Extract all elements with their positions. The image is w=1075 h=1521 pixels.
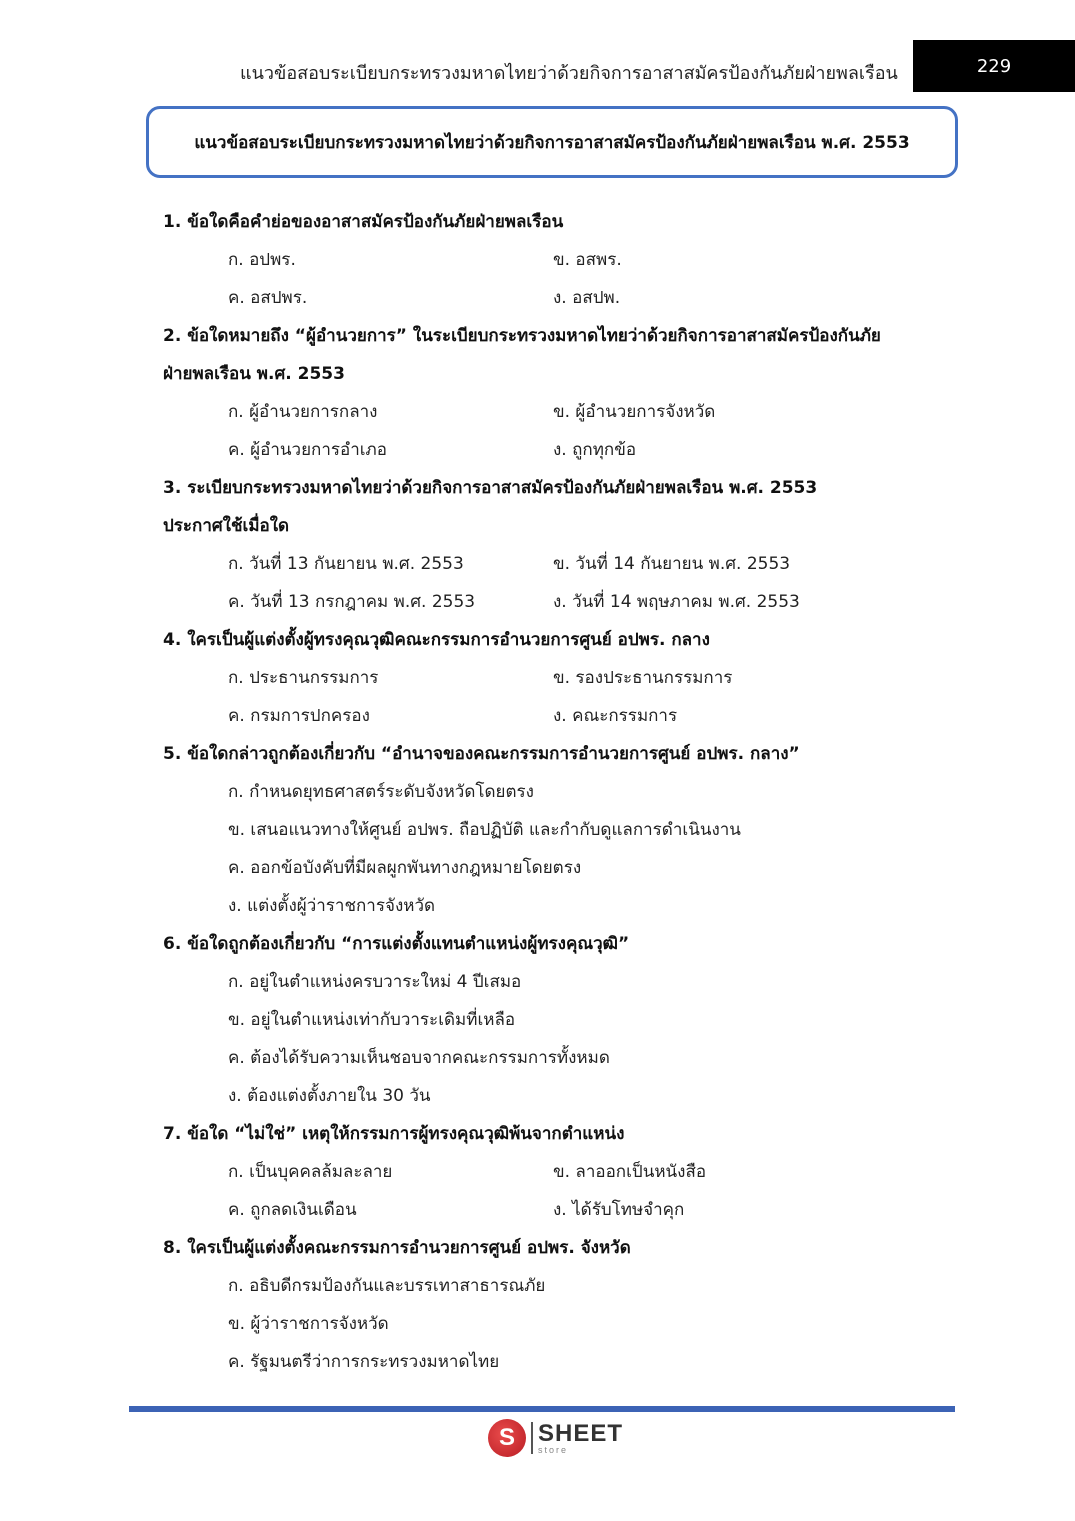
option-d: ง. ได้รับโทษจำคุก <box>553 1200 685 1220</box>
question-4 <box>163 621 963 735</box>
question-8 <box>163 1229 963 1381</box>
question-5 <box>163 735 963 925</box>
option-b: ข. เสนอแนวทางให้ศูนย์ อปพร. ถือปฏิบัติ และกำกับดูแลการดำเนินงาน <box>228 820 741 840</box>
option-row <box>163 697 963 735</box>
sheet-store-logo <box>488 1418 623 1458</box>
option-a: ก. กำหนดยุทธศาสตร์ระดับจังหวัดโดยตรง <box>228 782 534 802</box>
option-row <box>163 1077 963 1115</box>
option-row <box>163 583 963 621</box>
option-b: ข. ลาออกเป็นหนังสือ <box>553 1162 707 1182</box>
question-text: 3. ระเบียบกระทรวงมหาดไทยว่าด้วยกิจการอาสาสมัครป้องกันภัยฝ่ายพลเรือน พ.ศ. 2553 <box>163 478 818 498</box>
option-a: ก. ประธานกรรมการ <box>228 668 379 688</box>
question-3 <box>163 469 963 621</box>
option-row <box>163 431 963 469</box>
option-row <box>163 659 963 697</box>
logo-text <box>538 1419 624 1455</box>
page-number-box <box>913 40 1075 92</box>
option-c: ค. อสปพร. <box>228 288 308 308</box>
option-row <box>163 393 963 431</box>
option-a: ก. อยู่ในตำแหน่งครบวาระใหม่ 4 ปีเสมอ <box>228 972 522 992</box>
option-c: ค. ถูกลดเงินเดือน <box>228 1200 357 1220</box>
document-title-box <box>146 106 958 178</box>
logo-word: SHEET <box>538 1419 624 1447</box>
page-header-title: แนวข้อสอบระเบียบกระทรวงมหาดไทยว่าด้วยกิจการอาสาสมัครป้องกันภัยฝ่ายพลเรือน <box>240 63 898 84</box>
option-c: ค. รัฐมนตรีว่าการกระทรวงมหาดไทย <box>228 1352 500 1372</box>
question-1 <box>163 203 963 317</box>
option-row <box>163 1039 963 1077</box>
document-title: แนวข้อสอบระเบียบกระทรวงมหาดไทยว่าด้วยกิจการอาสาสมัครป้องกันภัยฝ่ายพลเรือน พ.ศ. 2553 <box>194 132 910 153</box>
option-b: ข. รองประธานกรรมการ <box>553 668 733 688</box>
option-row <box>163 1267 963 1305</box>
option-a: ก. อปพร. <box>228 250 296 270</box>
question-text-continued: ประกาศใช้เมื่อใด <box>163 516 290 536</box>
option-row <box>163 811 963 849</box>
option-row <box>163 279 963 317</box>
question-text: 2. ข้อใดหมายถึง “ผู้อำนวยการ” ในระเบียบกระทรวงมหาดไทยว่าด้วยกิจการอาสาสมัครป้องกันภัย <box>163 326 881 346</box>
footer-rule <box>129 1406 955 1412</box>
option-row <box>163 887 963 925</box>
option-row <box>163 1305 963 1343</box>
option-c: ค. วันที่ 13 กรกฎาคม พ.ศ. 2553 <box>228 592 476 612</box>
option-c: ค. ต้องได้รับความเห็นชอบจากคณะกรรมการทั้งหมด <box>228 1048 610 1068</box>
question-text: 5. ข้อใดกล่าวถูกต้องเกี่ยวกับ “อำนาจของคณะกรรมการอำนวยการศูนย์ อปพร. กลาง” <box>163 744 800 764</box>
option-row <box>163 849 963 887</box>
option-row <box>163 773 963 811</box>
option-a: ก. อธิบดีกรมป้องกันและบรรเทาสาธารณภัย <box>228 1276 546 1296</box>
option-c: ค. ผู้อำนวยการอำเภอ <box>228 440 387 460</box>
question-text: 6. ข้อใดถูกต้องเกี่ยวกับ “การแต่งตั้งแทนตำแหน่งผู้ทรงคุณวุฒิ” <box>163 934 630 954</box>
logo-sub: store <box>538 1444 569 1455</box>
option-row <box>163 1001 963 1039</box>
option-b: ข. ผู้ว่าราชการจังหวัด <box>228 1314 389 1334</box>
question-2 <box>163 317 963 469</box>
option-row <box>163 1191 963 1229</box>
option-b: ข. ผู้อำนวยการจังหวัด <box>553 402 716 422</box>
option-d: ง. ถูกทุกข้อ <box>553 440 637 460</box>
option-row <box>163 1343 963 1381</box>
option-d: ง. ต้องแต่งตั้งภายใน 30 วัน <box>228 1086 431 1106</box>
question-text-continued: ฝ่ายพลเรือน พ.ศ. 2553 <box>163 364 345 384</box>
option-row <box>163 545 963 583</box>
option-c: ค. ออกข้อบังคับที่มีผลผูกพันทางกฎหมายโดยตรง <box>228 858 582 878</box>
question-6 <box>163 925 963 1115</box>
option-a: ก. เป็นบุคคลล้มละลาย <box>228 1162 393 1182</box>
logo-divider <box>531 1422 533 1454</box>
question-7 <box>163 1115 963 1229</box>
option-b: ข. อยู่ในตำแหน่งเท่ากับวาระเดิมที่เหลือ <box>228 1010 516 1030</box>
logo-s-icon: S <box>488 1419 526 1457</box>
option-d: ง. อสปพ. <box>553 288 621 308</box>
question-text: 4. ใครเป็นผู้แต่งตั้งผู้ทรงคุณวุฒิคณะกรรมการอำนวยการศูนย์ อปพร. กลาง <box>163 630 710 650</box>
option-c: ค. กรมการปกครอง <box>228 706 370 726</box>
option-b: ข. อสพร. <box>553 250 622 270</box>
question-list <box>163 203 963 1381</box>
option-d: ง. วันที่ 14 พฤษภาคม พ.ศ. 2553 <box>553 592 800 612</box>
option-b: ข. วันที่ 14 กันยายน พ.ศ. 2553 <box>553 554 791 574</box>
option-row <box>163 241 963 279</box>
option-row <box>163 963 963 1001</box>
question-text: 8. ใครเป็นผู้แต่งตั้งคณะกรรมการอำนวยการศูนย์ อปพร. จังหวัด <box>163 1238 631 1258</box>
question-text: 7. ข้อใด “ไม่ใช่” เหตุให้กรรมการผู้ทรงคุณวุฒิพ้นจากตำแหน่ง <box>163 1124 625 1144</box>
option-a: ก. ผู้อำนวยการกลาง <box>228 402 378 422</box>
option-d: ง. แต่งตั้งผู้ว่าราชการจังหวัด <box>228 896 436 916</box>
option-a: ก. วันที่ 13 กันยายน พ.ศ. 2553 <box>228 554 464 574</box>
page-number: 229 <box>976 55 1012 77</box>
question-text: 1. ข้อใดคือคำย่อของอาสาสมัครป้องกันภัยฝ่ายพลเรือน <box>163 212 564 232</box>
option-d: ง. คณะกรรมการ <box>553 706 678 726</box>
option-row <box>163 1153 963 1191</box>
